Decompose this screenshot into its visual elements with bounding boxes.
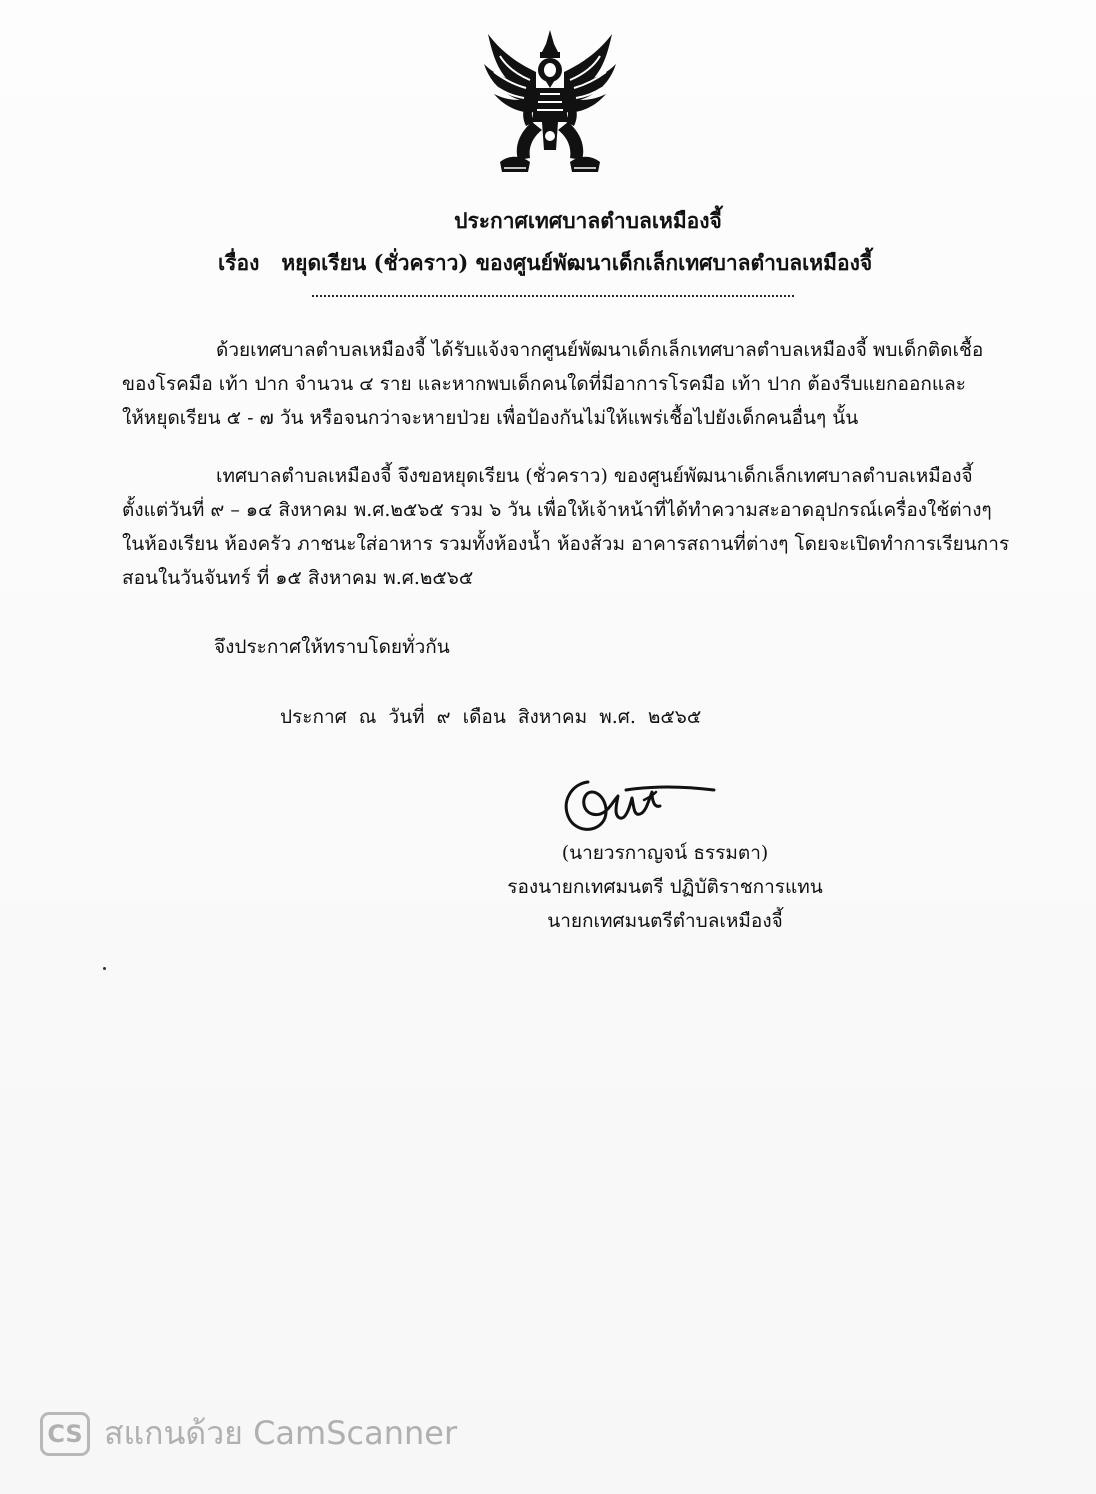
- watermark-text: สแกนด้วย CamScanner: [104, 1414, 458, 1452]
- scan-speck: [103, 967, 106, 970]
- paragraph-1-line: ให้หยุดเรียน ๕ - ๗ วัน หรือจนกว่าจะหายป่วย เพื่อป้องกันไม่ให้แพร่เชื้อไปยังเด็กคนอื่นๆ นั้น: [122, 407, 859, 429]
- closing-statement: จึงประกาศให้ทราบโดยทั่วกัน: [214, 636, 450, 658]
- document-title: ประกาศเทศบาลตำบลเหมืองจี้: [454, 208, 722, 233]
- signer-position: รองนายกเทศมนตรี ปฏิบัติราชการแทน: [507, 876, 823, 898]
- signature-block: [460, 836, 870, 938]
- paragraph-1-line: ด้วยเทศบาลตำบลเหมืองจี้ ได้รับแจ้งจากศูนย์พัฒนาเด็กเล็กเทศบาลตำบลเหมืองจี้ พบเด็กติดเชื้อ: [216, 339, 984, 361]
- subject-label: เรื่อง: [218, 250, 260, 275]
- subject-text: หยุดเรียน (ชั่วคราว) ของศูนย์พัฒนาเด็กเล็กเทศบาลตำบลเหมืองจี้: [281, 250, 873, 275]
- paragraph-2-line: สอนในวันจันทร์ ที่ ๑๕ สิงหาคม พ.ศ.๒๕๖๕: [122, 567, 474, 589]
- paragraph-2-line: ในห้องเรียน ห้องครัว ภาชนะใส่อาหาร รวมทั้งห้องน้ำ ห้องส้วม อาคารสถานที่ต่างๆ โดยจะเปิดทำการเรียนการ: [122, 533, 1010, 555]
- signer-name: (นายวรกาญจน์ ธรรมตา): [561, 842, 769, 864]
- signer-office: นายกเทศมนตรีตำบลเหมืองจี้: [547, 910, 783, 932]
- paragraph-2-line: เทศบาลตำบลเหมืองจี้ จึงขอหยุดเรียน (ชั่วคราว) ของศูนย์พัฒนาเด็กเล็กเทศบาลตำบลเหมืองจี้: [216, 465, 973, 487]
- garuda-emblem-icon: [470, 22, 630, 182]
- camscanner-logo-icon: CS: [40, 1412, 90, 1456]
- document-subject: [218, 247, 872, 280]
- camscanner-watermark: [40, 1408, 457, 1459]
- paragraph-2: [122, 459, 1010, 595]
- paragraph-1-line: ของโรคมือ เท้า ปาก จำนวน ๔ ราย และหากพบเด็กคนใดที่มีอาการโรคมือ เท้า ปาก ต้องรีบแยกออกและ: [122, 373, 966, 395]
- paragraph-1: [122, 333, 992, 435]
- announcement-date: ประกาศ ณ วันที่ ๙ เดือน สิงหาคม พ.ศ. ๒๕๖๕: [280, 706, 702, 728]
- paragraph-2-line: ตั้งแต่วันที่ ๙ – ๑๔ สิงหาคม พ.ศ.๒๕๖๕ รวม ๖ วัน เพื่อให้เจ้าหน้าที่ได้ทำความสะอาดอุปกรณ์เครื่องใช้ต่างๆ: [122, 499, 992, 521]
- handwritten-signature: [552, 762, 732, 842]
- dotted-divider: [312, 295, 794, 297]
